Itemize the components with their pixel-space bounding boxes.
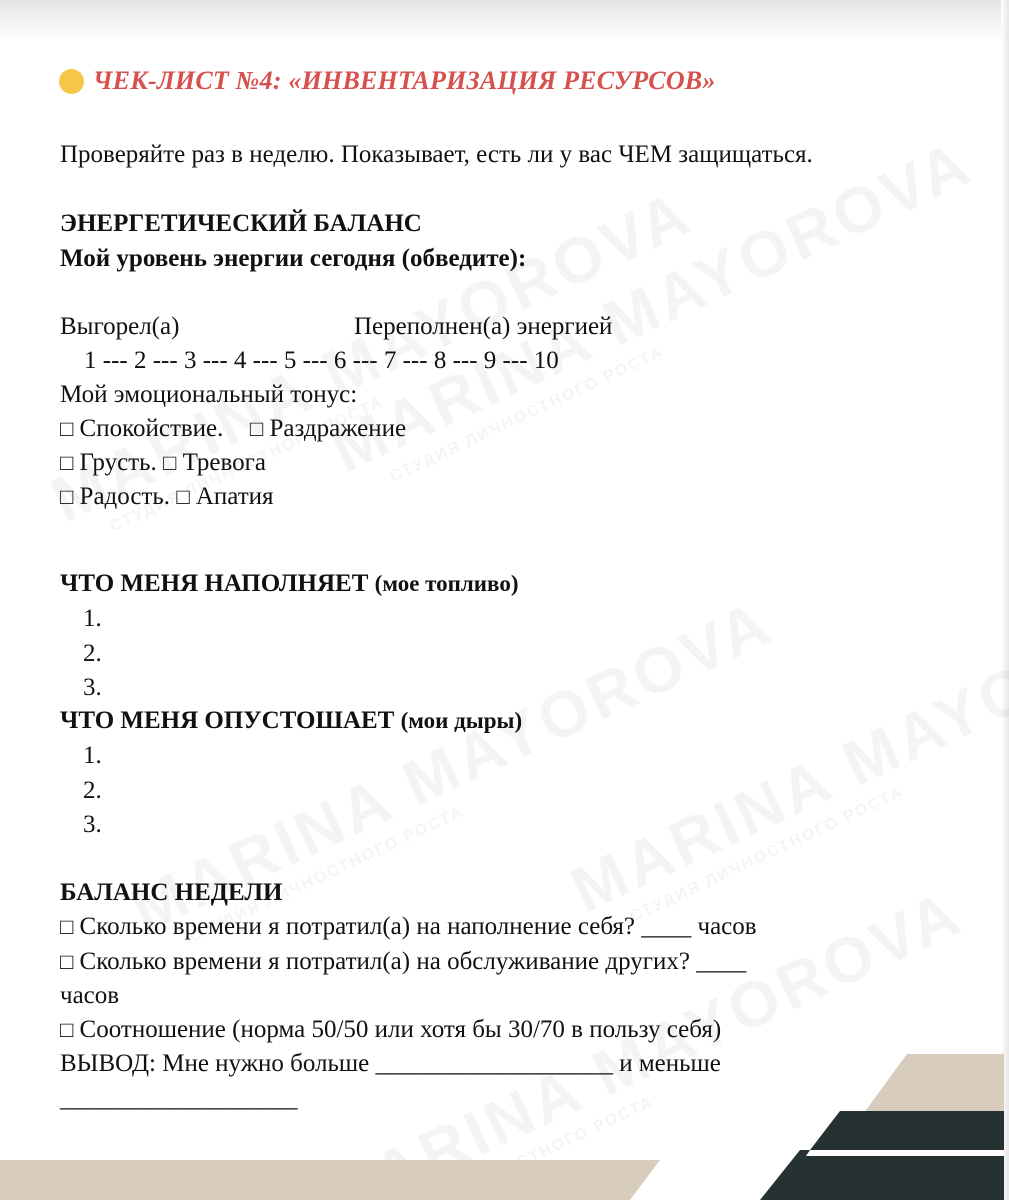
drains-item: 2. [83, 777, 102, 804]
checkbox-icon[interactable]: □ [60, 949, 74, 974]
checkbox-icon[interactable]: □ [60, 416, 74, 441]
scale-low-label: Выгорел(а) [60, 313, 180, 340]
fills-item: 1. [83, 605, 102, 632]
checkbox-icon[interactable]: □ [249, 416, 264, 441]
conclusion[interactable]: ВЫВОД: Мне нужно больше ___________________ и меньше [60, 1050, 721, 1077]
drains-note: (мои дыры) [400, 708, 523, 733]
week-question-text: Соотношение (норма 50/50 или хотя бы 30/70 в пользу себя) [79, 1016, 722, 1043]
conclusion-continued[interactable]: ___________________ [60, 1085, 298, 1112]
beige-bar [0, 1160, 660, 1200]
fills-item: 2. [83, 640, 102, 667]
tone-option: Раздражение [269, 415, 407, 442]
energy-title: ЭНЕРГЕТИЧЕСКИЙ БАЛАНС [60, 210, 422, 237]
fills-note: (мое топливо) [374, 571, 519, 596]
week-question-text: Сколько времени я потратил(а) на наполнение себя? ____ часов [79, 913, 757, 940]
week-title: БАЛАНС НЕДЕЛИ [60, 879, 283, 906]
drains-item: 3. [83, 811, 102, 838]
week-question-text: Сколько времени я потратил(а) на обслуживание других? ____ [79, 948, 747, 975]
dark-stripe-bottom [760, 1150, 1004, 1200]
drains-title: ЧТО МЕНЯ ОПУСТОШАЕТ [60, 707, 395, 734]
fills-title: ЧТО МЕНЯ НАПОЛНЯЕТ [60, 570, 369, 597]
drains-item: 1. [83, 742, 102, 769]
tone-option: Апатия [195, 483, 274, 510]
energy-scale[interactable]: 1 --- 2 --- 3 --- 4 --- 5 --- 6 --- 7 --- 8 --- 9 --- 10 [84, 347, 559, 374]
tone-option: Радость. [79, 483, 171, 510]
week-question-continued: часов [60, 982, 120, 1009]
checkbox-icon[interactable]: □ [163, 450, 177, 475]
tone-option: Спокойствие. [79, 415, 224, 442]
tone-option: Грусть. [79, 449, 157, 476]
tone-option: Тревога [182, 449, 266, 476]
white-gap [806, 1150, 1004, 1156]
checkbox-icon[interactable]: □ [60, 1017, 74, 1042]
tone-label: Мой эмоциональный тонус: [60, 381, 358, 408]
dark-stripe-top [810, 1111, 1004, 1150]
checkbox-icon[interactable]: □ [60, 450, 74, 475]
checkbox-icon[interactable]: □ [60, 484, 74, 509]
checkbox-icon[interactable]: □ [60, 914, 74, 939]
checkbox-icon[interactable]: □ [176, 484, 190, 509]
fills-item: 3. [83, 674, 102, 701]
energy-prompt: Мой уровень энергии сегодня (обведите): [60, 245, 527, 272]
heading-text: ЧЕК-ЛИСТ №4: «ИНВЕНТАРИЗАЦИЯ РЕСУРСОВ» [93, 66, 716, 95]
scale-high-label: Переполнен(а) энергией [354, 313, 613, 340]
intro-text: Проверяйте раз в неделю. Показывает, есть ли у вас ЧЕМ защищаться. [60, 141, 813, 168]
